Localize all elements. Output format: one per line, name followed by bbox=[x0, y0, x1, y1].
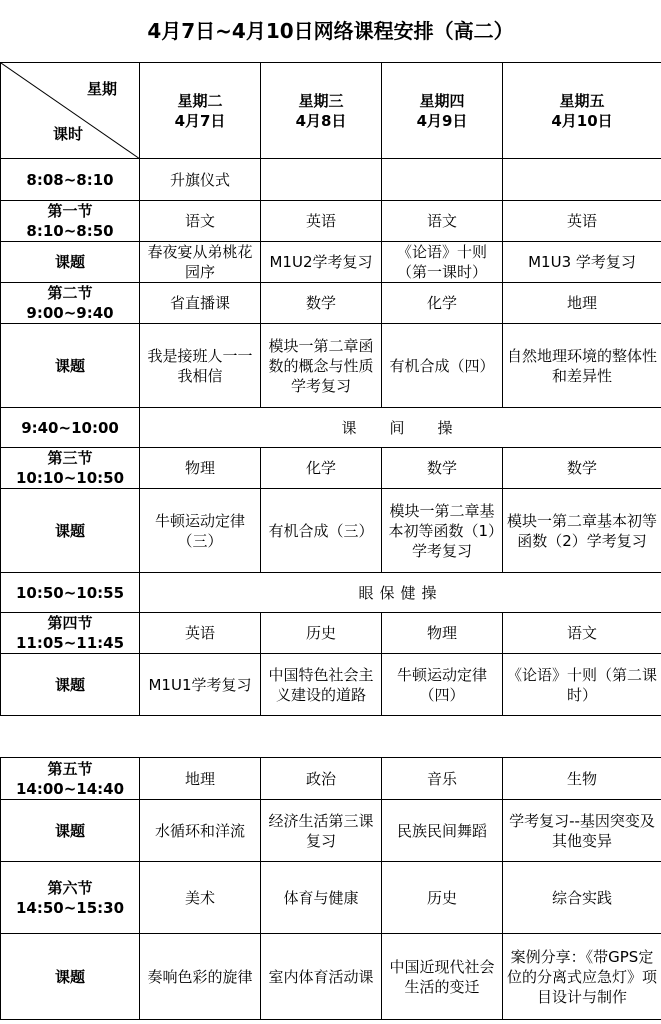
day-weekday: 星期五 bbox=[559, 91, 605, 110]
corner-period-label: 课时 bbox=[53, 125, 84, 143]
page-title: 4月7日~4月10日网络课程安排（高二） bbox=[147, 19, 514, 43]
time-cell: 8:08~8:10 bbox=[1, 159, 140, 201]
topic-cell: 中国特色社会主义建设的道路 bbox=[261, 654, 382, 716]
period-time: 9:00~9:40 bbox=[26, 304, 114, 322]
subject-cell: 政治 bbox=[261, 758, 382, 800]
subject-cell: 历史 bbox=[261, 613, 382, 654]
period-time: 8:10~8:50 bbox=[26, 222, 114, 240]
period-row bbox=[1, 862, 661, 934]
period-row bbox=[1, 758, 661, 800]
topic-row bbox=[1, 242, 661, 283]
topic-cell: 案例分享：《带GPS定位的分离式应急灯》项目设计与制作 bbox=[503, 934, 661, 1020]
subject-cell: 历史 bbox=[382, 862, 503, 934]
topic-row bbox=[1, 324, 661, 408]
period-time: 11:05~11:45 bbox=[15, 634, 125, 652]
topic-cell: 学考复习--基因突变及其他变异 bbox=[503, 800, 661, 862]
period-row bbox=[1, 448, 661, 489]
day-date: 4月7日 bbox=[174, 111, 226, 130]
period-row bbox=[1, 613, 661, 654]
period-label-cell bbox=[1, 758, 140, 800]
day-date: 4月9日 bbox=[416, 111, 468, 130]
activity-cell: 课间操 bbox=[140, 408, 661, 448]
day-date: 4月8日 bbox=[295, 111, 347, 130]
topic-label: 课题 bbox=[1, 242, 140, 283]
topic-cell: 民族民间舞蹈 bbox=[382, 800, 503, 862]
empty-cell bbox=[382, 159, 503, 201]
subject-cell: 数学 bbox=[503, 448, 661, 489]
subject-cell: 生物 bbox=[503, 758, 661, 800]
period-label-cell bbox=[1, 201, 140, 242]
diagonal-divider bbox=[1, 63, 140, 159]
period-row bbox=[1, 201, 661, 242]
blank-cell bbox=[1, 716, 661, 758]
activity-cell: 升旗仪式 bbox=[140, 159, 261, 201]
topic-cell: 牛顿运动定律（四） bbox=[382, 654, 503, 716]
topic-cell: 奏响色彩的旋律 bbox=[140, 934, 261, 1020]
topic-cell: 中国近现代社会生活的变迁 bbox=[382, 934, 503, 1020]
corner-weekday-label: 星期 bbox=[86, 80, 117, 98]
subject-cell: 地理 bbox=[503, 283, 661, 324]
subject-cell: 英语 bbox=[140, 613, 261, 654]
subject-cell: 综合实践 bbox=[503, 862, 661, 934]
flag-row bbox=[1, 159, 661, 201]
topic-cell: 牛顿运动定律（三） bbox=[140, 489, 261, 573]
day-header-tue bbox=[140, 63, 261, 159]
period-label-cell bbox=[1, 283, 140, 324]
subject-cell: 英语 bbox=[503, 201, 661, 242]
topic-cell: 模块一第二章基本初等函数（1）学考复习 bbox=[382, 489, 503, 573]
period-label-cell bbox=[1, 613, 140, 654]
period-name: 第五节 bbox=[47, 759, 93, 778]
subject-cell: 语文 bbox=[140, 201, 261, 242]
header-row bbox=[1, 63, 661, 159]
subject-cell: 语文 bbox=[382, 201, 503, 242]
subject-cell: 省直播课 bbox=[140, 283, 261, 324]
topic-cell: 春夜宴从弟桃花园序 bbox=[140, 242, 261, 283]
topic-cell: M1U1学考复习 bbox=[140, 654, 261, 716]
break-row bbox=[1, 408, 661, 448]
lunch-gap-row bbox=[1, 716, 661, 758]
time-cell: 9:40~10:00 bbox=[1, 408, 140, 448]
day-header-thu bbox=[382, 63, 503, 159]
subject-cell: 化学 bbox=[261, 448, 382, 489]
period-name: 第一节 bbox=[47, 202, 93, 220]
topic-cell: M1U3 学考复习 bbox=[503, 242, 661, 283]
day-weekday: 星期四 bbox=[419, 91, 465, 110]
subject-cell: 数学 bbox=[382, 448, 503, 489]
topic-label: 课题 bbox=[1, 934, 140, 1020]
topic-row bbox=[1, 800, 661, 862]
topic-cell: 模块一第二章函数的概念与性质学考复习 bbox=[261, 324, 382, 408]
day-weekday: 星期二 bbox=[177, 91, 223, 110]
period-label-cell bbox=[1, 862, 140, 934]
subject-cell: 美术 bbox=[140, 862, 261, 934]
topic-cell: 有机合成（四） bbox=[382, 324, 503, 408]
topic-label: 课题 bbox=[1, 800, 140, 862]
day-header-fri bbox=[503, 63, 661, 159]
subject-cell: 物理 bbox=[382, 613, 503, 654]
topic-label: 课题 bbox=[1, 489, 140, 573]
period-name: 第二节 bbox=[47, 284, 93, 302]
subject-cell: 英语 bbox=[261, 201, 382, 242]
topic-cell: 我是接班人一一我相信 bbox=[140, 324, 261, 408]
topic-row bbox=[1, 934, 661, 1020]
topic-cell: 自然地理环境的整体性和差异性 bbox=[503, 324, 661, 408]
day-weekday: 星期三 bbox=[298, 91, 344, 110]
day-date: 4月10日 bbox=[551, 111, 613, 130]
topic-label: 课题 bbox=[1, 654, 140, 716]
period-name: 第六节 bbox=[47, 878, 93, 897]
period-name: 第三节 bbox=[47, 449, 93, 467]
period-name: 第四节 bbox=[47, 614, 93, 632]
topic-cell: 《论语》十则（第二课时） bbox=[503, 654, 661, 716]
period-time: 14:00~14:40 bbox=[15, 779, 125, 798]
topic-cell: 水循环和洋流 bbox=[140, 800, 261, 862]
topic-label: 课题 bbox=[1, 324, 140, 408]
empty-cell bbox=[261, 159, 382, 201]
period-time: 14:50~15:30 bbox=[15, 898, 125, 917]
activity-cell: 眼保健操 bbox=[140, 573, 661, 613]
schedule-table bbox=[0, 62, 661, 1020]
day-header-wed bbox=[261, 63, 382, 159]
topic-cell: 有机合成（三） bbox=[261, 489, 382, 573]
period-row bbox=[1, 283, 661, 324]
subject-cell: 体育与健康 bbox=[261, 862, 382, 934]
topic-cell: 模块一第二章基本初等函数（2）学考复习 bbox=[503, 489, 661, 573]
period-time: 10:10~10:50 bbox=[15, 469, 125, 487]
subject-cell: 地理 bbox=[140, 758, 261, 800]
header-corner-cell bbox=[1, 63, 140, 159]
subject-cell: 化学 bbox=[382, 283, 503, 324]
topic-cell: M1U2学考复习 bbox=[261, 242, 382, 283]
topic-cell: 《论语》十则（第一课时） bbox=[382, 242, 503, 283]
topic-row bbox=[1, 654, 661, 716]
subject-cell: 数学 bbox=[261, 283, 382, 324]
topic-row bbox=[1, 489, 661, 573]
topic-cell: 经济生活第三课复习 bbox=[261, 800, 382, 862]
subject-cell: 语文 bbox=[503, 613, 661, 654]
break-row bbox=[1, 573, 661, 613]
period-label-cell bbox=[1, 448, 140, 489]
time-cell: 10:50~10:55 bbox=[1, 573, 140, 613]
empty-cell bbox=[503, 159, 661, 201]
topic-cell: 室内体育活动课 bbox=[261, 934, 382, 1020]
subject-cell: 物理 bbox=[140, 448, 261, 489]
subject-cell: 音乐 bbox=[382, 758, 503, 800]
